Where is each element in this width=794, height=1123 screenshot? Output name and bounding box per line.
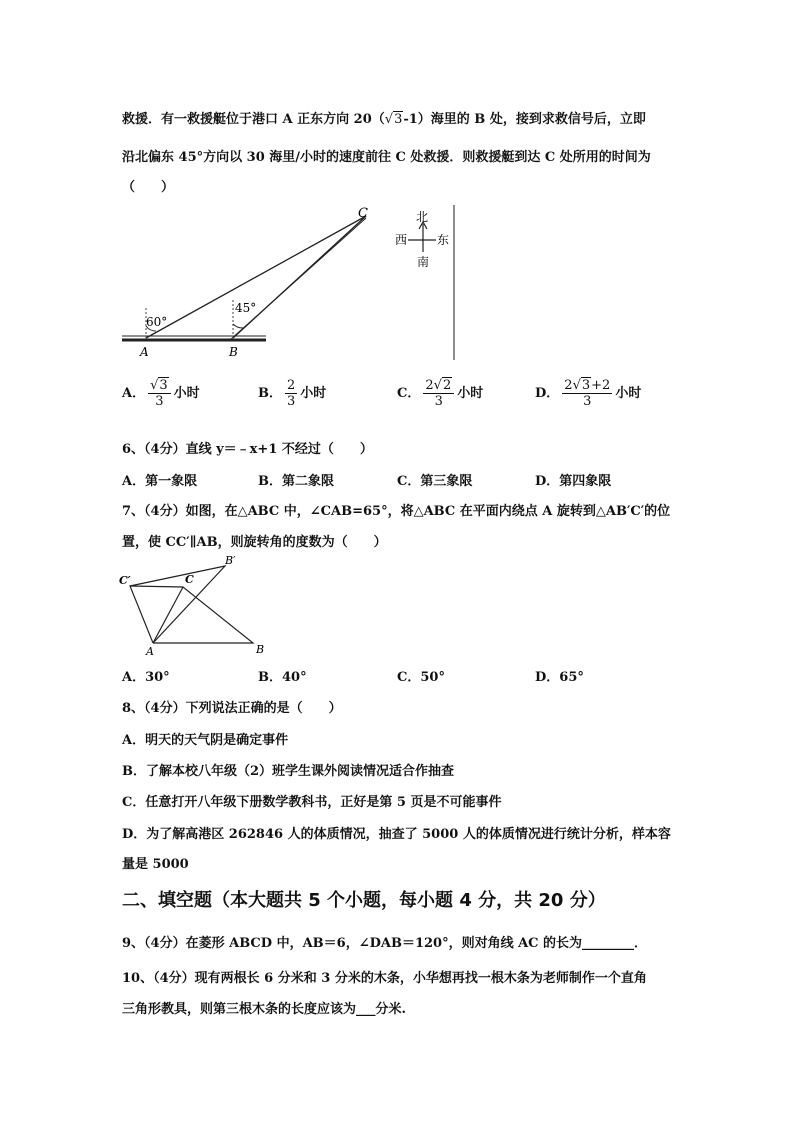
denominator: 3: [155, 394, 164, 409]
q8-option-d-line-1[interactable]: D．为了解高港区 262846 人的体质情况，抽查了 5000 人的体质情况进行统计分析，样本容: [122, 827, 671, 842]
compass-south: 南: [417, 255, 430, 269]
q6-option-a[interactable]: A．第一象限: [122, 474, 198, 489]
denominator: 3: [434, 394, 443, 409]
compass-rose-icon: [395, 210, 449, 269]
q8-option-d-line-2: 量是 5000: [122, 857, 189, 872]
q5-option-c[interactable]: [397, 378, 483, 409]
q5-figure: [118, 200, 463, 365]
fraction: [285, 378, 297, 409]
numerator: 2: [287, 378, 296, 393]
segment-bc-edge: [230, 218, 366, 340]
compass-east: 东: [437, 233, 450, 247]
q5-option-d[interactable]: [535, 378, 641, 409]
numerator-addend: +2: [591, 378, 611, 393]
q7-option-b[interactable]: B．40°: [258, 670, 307, 685]
point-label-c: C: [185, 573, 194, 586]
option-letter: A．: [122, 386, 146, 401]
q6-option-b[interactable]: B．第二象限: [258, 474, 334, 489]
q6-option-c[interactable]: C．第三象限: [397, 474, 473, 489]
q10-line-2: 三角形教具，则第三根木条的长度应该为___分米.: [122, 1002, 407, 1017]
sqrt-radical: √3: [384, 112, 403, 127]
numerator-coef: 2: [425, 378, 434, 393]
point-label-a: A: [146, 645, 154, 658]
q10-line-1: 10、（4分）现有两根长 6 分米和 3 分米的木条，小华想再找一根木条为老师制作一个直角: [122, 971, 647, 986]
q5-line-1-b: -1）海里的 B 处，接到求救信号后，立即: [403, 112, 646, 127]
unit-label: 小时: [300, 386, 327, 401]
radicand: 3: [394, 112, 403, 127]
radicand: 3: [159, 378, 168, 393]
segment-ccp: [130, 586, 183, 587]
option-letter: D．: [535, 386, 560, 401]
point-label-b: B: [256, 643, 265, 656]
point-label-b: B: [229, 345, 238, 359]
q7-option-a[interactable]: A．30°: [122, 670, 170, 685]
q8-stem: 8、（4分）下列说法正确的是（ ）: [122, 701, 342, 716]
unit-label: 小时: [615, 386, 642, 401]
section-title-fill-in: 二、填空题（本大题共 5 个小题，每小题 4 分，共 20 分）: [122, 890, 606, 911]
unit-label: 小时: [173, 386, 200, 401]
q6-stem: 6、（4分）直线 y＝﹣x+1 不经过（ ）: [122, 442, 373, 457]
q5-line-1: [122, 108, 646, 127]
point-label-a: A: [140, 345, 149, 359]
segment-ac: [146, 216, 366, 338]
radicand: 3: [581, 378, 591, 393]
q8-option-a[interactable]: A．明天的天气阴是确定事件: [122, 733, 289, 748]
unit-label: 小时: [457, 386, 484, 401]
angle-label-45: 45°: [235, 301, 257, 315]
denominator: 3: [287, 394, 296, 409]
q8-option-b[interactable]: B．了解本校八年级（2）班学生课外阅读情况适合作抽查: [122, 764, 455, 779]
q5-line-1-a: 救援．有一救援艇位于港口 A 正东方向 20（: [122, 112, 385, 127]
q8-option-c[interactable]: C．任意打开八年级下册数学教科书，正好是第 5 页是不可能事件: [122, 795, 502, 810]
option-letter: C．: [397, 386, 421, 401]
compass-west: 西: [395, 233, 408, 247]
q7-figure: [115, 553, 275, 658]
q6-option-d[interactable]: D．第四象限: [535, 474, 612, 489]
triangle-abpcp: [130, 566, 225, 643]
q5-answer-paren: （ ）: [122, 180, 175, 195]
angle-arc-45: [233, 324, 243, 328]
triangle-abc: [153, 587, 253, 643]
fraction: $\frac{√3}{3}$: [148, 378, 171, 409]
q7-line-1: 7、（4分）如图，在△ABC 中，∠CAB=65°，将△ABC 在平面内绕点 A 旋转到△AB′C′的位: [122, 504, 671, 519]
q5-option-b[interactable]: [258, 378, 326, 409]
q5-option-a[interactable]: [122, 378, 200, 409]
compass-north: 北: [416, 210, 429, 224]
point-label-bp: B′: [225, 554, 236, 567]
angle-label-60: 60°: [146, 315, 168, 329]
q7-option-c[interactable]: C．50°: [397, 670, 445, 685]
point-label-c: C: [358, 206, 368, 221]
q5-line-2: 沿北偏东 45°方向以 30 海里/小时的速度前往 C 处救援．则救援艇到达 C 处所用的时间为: [122, 150, 651, 165]
point-label-cp: C′: [119, 574, 131, 587]
radicand: 2: [442, 378, 452, 393]
fraction: $\frac{2√3+2}{3}$: [564, 378, 611, 409]
q9-text: 9、（4分）在菱形 ABCD 中，AB＝6，∠DAB＝120°，则对角线 AC 的长为________．: [122, 936, 648, 951]
q7-option-d[interactable]: D．65°: [535, 670, 584, 685]
fraction: $\frac{2√2}{3}$: [423, 378, 454, 409]
option-letter: B．: [258, 386, 282, 401]
denominator: 3: [583, 394, 592, 409]
q7-line-2: 置，使 CC′∥AB，则旋转角的度数为（ ）: [122, 535, 387, 550]
numerator-coef: 2: [564, 378, 573, 393]
